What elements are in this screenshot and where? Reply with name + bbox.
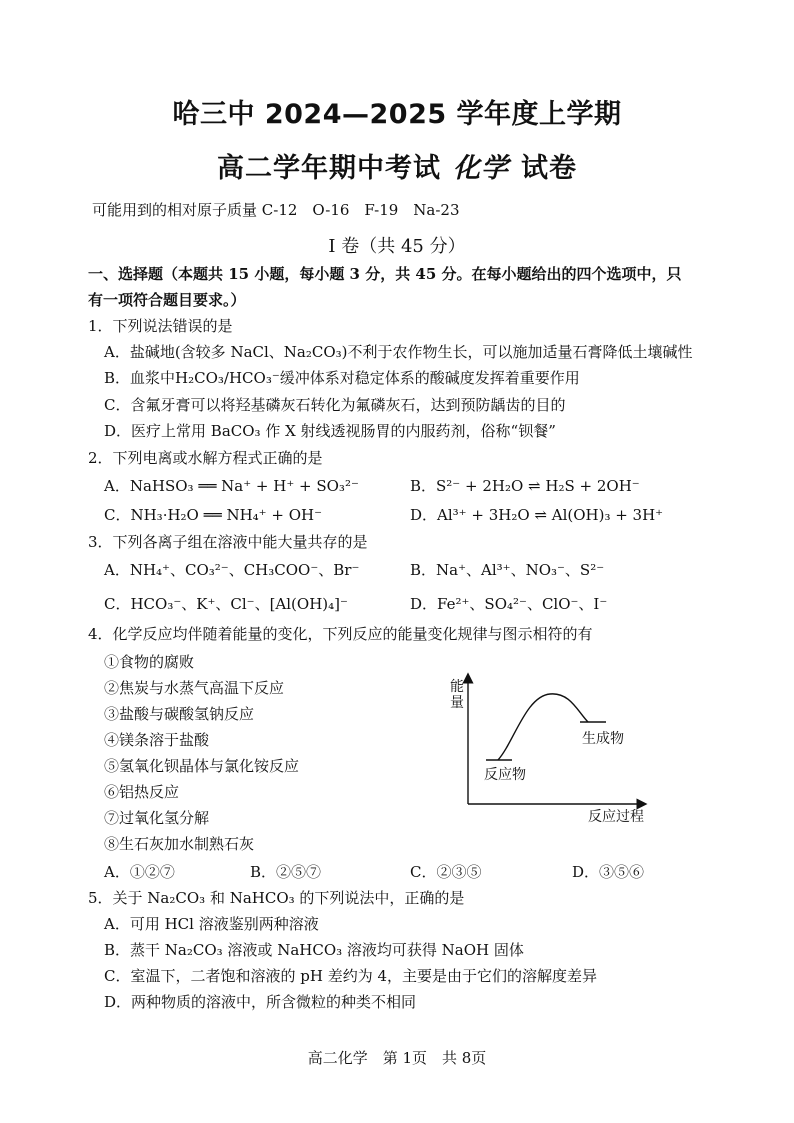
- q4-item: ②焦炭与水蒸气高温下反应: [104, 679, 285, 697]
- title-prefix: 高二学年期中考试: [217, 153, 441, 184]
- y-label-line2: 量: [450, 695, 464, 711]
- q4-option-b: B．②⑤⑦: [250, 863, 322, 881]
- q1-stem: 1．下列说法错误的是: [88, 317, 233, 335]
- q5-option-c: C．室温下，二者饱和溶液的 pH 差约为 4，主要是由于它们的溶解度差异: [104, 967, 598, 985]
- q5-option-a: A．可用 HCl 溶液鉴别两种溶液: [104, 915, 319, 933]
- q5-option-b: B．蒸干 Na₂CO₃ 溶液或 NaHCO₃ 溶液均可获得 NaOH 固体: [104, 941, 524, 959]
- q1-option-a: A．盐碱地(含较多 NaCl、Na₂CO₃)不利于农作物生长，可以施加适量石膏降低土壤碱性: [104, 343, 693, 361]
- q4-item: ⑦过氧化氢分解: [104, 809, 210, 827]
- section-heading-line2: 有一项符合题目要求。）: [88, 291, 246, 309]
- q3-option-d: D．Fe²⁺、SO₄²⁻、ClO⁻、I⁻: [410, 595, 608, 613]
- q4-option-d: D．③⑤⑥: [572, 863, 645, 881]
- section-heading-line1: 一、选择题（本题共 15 小题，每小题 3 分，共 45 分。在每小题给出的四个选项中，只: [88, 265, 682, 283]
- q2-option-b: B．S²⁻ + 2H₂O ⇌ H₂S + 2OH⁻: [410, 477, 640, 495]
- q4-item: ⑥铝热反应: [104, 783, 180, 801]
- q4-item: ⑧生石灰加水制熟石灰: [104, 835, 255, 853]
- reactant-label: 反应物: [484, 767, 526, 783]
- q4-item: ①食物的腐败: [104, 653, 195, 671]
- q3-option-a: A．NH₄⁺、CO₃²⁻、CH₃COO⁻、Br⁻: [104, 561, 360, 579]
- x-label: 反应过程: [588, 809, 644, 825]
- energy-curve: [498, 694, 588, 760]
- product-label: 生成物: [582, 731, 624, 747]
- q3-option-c: C．HCO₃⁻、K⁺、Cl⁻、[Al(OH)₄]⁻: [104, 595, 348, 613]
- q3-stem: 3．下列各离子组在溶液中能大量共存的是: [88, 533, 368, 551]
- subject-name: 化学: [453, 153, 509, 184]
- q4-option-c: C．②③⑤: [410, 863, 482, 881]
- q1-option-d: D．医疗上常用 BaCO₃ 作 X 射线透视肠胃的内服药剂，俗称“钡餐”: [104, 422, 556, 440]
- q2-stem: 2．下列电离或水解方程式正确的是: [88, 449, 323, 467]
- q2-option-a: A．NaHSO₃ ══ Na⁺ + H⁺ + SO₃²⁻: [104, 477, 359, 495]
- q4-stem: 4．化学反应均伴随着能量的变化，下列反应的能量变化规律与图示相符的有: [88, 625, 593, 643]
- exam-title-line1: 哈三中 2024—2025 学年度上学期: [172, 99, 622, 130]
- q5-stem: 5．关于 Na₂CO₃ 和 NaHCO₃ 的下列说法中，正确的是: [88, 889, 465, 907]
- q4-item: ⑤氢氧化钡晶体与氯化铵反应: [104, 757, 300, 775]
- q4-option-a: A．①②⑦: [104, 863, 175, 881]
- q3-option-b: B．Na⁺、Al³⁺、NO₃⁻、S²⁻: [410, 561, 605, 579]
- q2-option-c: C．NH₃·H₂O ══ NH₄⁺ + OH⁻: [104, 506, 322, 524]
- q1-option-c: C．含氟牙膏可以将羟基磷灰石转化为氟磷灰石，达到预防龋齿的目的: [104, 396, 566, 414]
- volume-heading: Ⅰ 卷（共 45 分）: [328, 236, 466, 257]
- q2-option-d: D．Al³⁺ + 3H₂O ⇌ Al(OH)₃ + 3H⁺: [410, 506, 664, 524]
- q4-item: ④镁条溶于盐酸: [104, 731, 210, 749]
- page-footer: 高二化学 第 1页 共 8页: [307, 1049, 487, 1067]
- energy-diagram: [452, 672, 652, 832]
- q4-item: ③盐酸与碳酸氢钠反应: [104, 705, 255, 723]
- y-label-line1: 能: [450, 679, 464, 695]
- q1-option-b: B．血浆中H₂CO₃/HCO₃⁻缓冲体系对稳定体系的酸碱度发挥着重要作用: [104, 369, 580, 387]
- q5-option-d: D．两种物质的溶液中，所含微粒的种类不相同: [104, 993, 417, 1011]
- title-suffix: 试卷: [521, 153, 577, 184]
- atomic-masses: 可能用到的相对原子质量 C-12 O-16 F-19 Na-23: [92, 201, 460, 219]
- exam-title-line2: [0, 146, 794, 185]
